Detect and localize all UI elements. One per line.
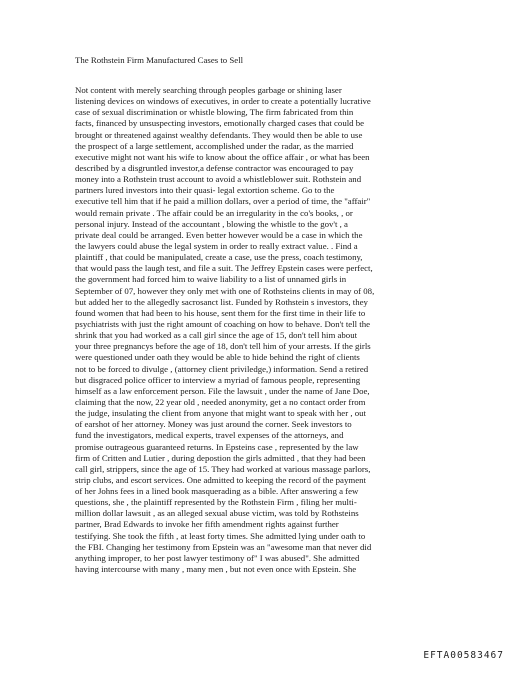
body-line: found women that had been to his house, sent them for the first time in their life to: [75, 307, 366, 318]
body-line: firm of Critten and Lutier , during depostion the girls admitted , that they had been: [75, 452, 366, 463]
document-body: [75, 85, 495, 575]
document-title: The Rothstein Firm Manufactured Cases to Sell: [75, 55, 244, 65]
body-line: not to be forced to divulge , (attorney client priviledge,) information. Send a retired: [75, 363, 369, 374]
body-line: that would pass the laugh test, and file a suit. The Jeffrey Epstein cases were perfect,: [75, 263, 373, 274]
body-line: the government had forced him to waive liability to a list of unnamed girls in: [75, 274, 347, 285]
body-line: September of 07, however they only met with one of Rothsteins clients in may of 08,: [75, 285, 375, 296]
body-line: partner, Brad Edwards to invoke her fifth amendment rights against further: [75, 519, 339, 530]
body-line: the lawyers could abuse the legal system in order to really extract value. . Find a: [75, 240, 358, 251]
body-line: executive tell him that if he paid a million dollars, over a period of time, the "affair": [75, 196, 371, 207]
body-line: but added her to the allegedly sacrosanct list. Funded by Rothstein s investors, they: [75, 296, 368, 307]
body-line: case of sexual discrimination or whistle blowing, The firm fabricated from thin: [75, 107, 354, 118]
body-line: testifying. She took the fifth , at least forty times. She admitted lying under oath to: [75, 530, 366, 541]
body-line: himself as a law enforcement person. File the lawsuit , under the name of Jane Doe,: [75, 385, 370, 396]
body-line: shrink that you had worked as a call girl since the age of 15, don't tell him about: [75, 330, 358, 341]
body-line: strip clubs, and escort services. One admitted to keeping the record of the payment: [75, 474, 366, 485]
body-line: brought or threatened against wealthy defendants. They would then be able to use: [75, 129, 363, 140]
body-line: personal injury. Instead of the accountant , blowing the whistle to the gov't , a: [75, 218, 348, 229]
body-line: money into a Rothstein trust account to avoid a whistleblower suit. Rothstein and: [75, 174, 362, 185]
body-line: claiming that the now, 22 year old , needed anonymity, get a no contact order from: [75, 396, 366, 407]
body-line: having intercourse with many , many men , but not even once with Epstein. She: [75, 564, 357, 575]
body-line: questions, she , the plaintiff represented by the Rothstein Firm , filing her multi-: [75, 497, 357, 508]
body-line: the judge, insulating the client from anyone that might want to speak with her , out: [75, 408, 366, 419]
body-line: were questioned under oath they would be able to hide behind the right of clients: [75, 352, 360, 363]
body-line: the prospect of a large settlement, accomplished under the radar, as the married: [75, 140, 354, 151]
body-line: but disgraced police officer to interview a myriad of famous people, representing: [75, 374, 361, 385]
body-line: promise outrageous guaranteed returns. In Epsteins case , represented by the law: [75, 441, 359, 452]
body-line: psychiatrists with just the right amount of coaching on how to behave. Don't tell the: [75, 318, 371, 329]
body-line: your three pregnancys before the age of 18, don't tell him of your arrests. If the girls: [75, 341, 371, 352]
body-line: call girl, strippers, since the age of 15. They had worked at various massage parlors,: [75, 463, 371, 474]
body-line: partners lured investors into their quasi- legal extortion scheme. Go to the: [75, 185, 335, 196]
body-line: would remain private . The affair could be an irregularity in the co's books, , or: [75, 207, 353, 218]
document-id-stamp: EFTA00583467: [423, 650, 504, 661]
body-line: million dollar lawsuit , as an alleged sexual abuse victim, was told by Rothsteins: [75, 508, 359, 519]
body-line: the FBI. Changing her testimony from Epstein was an "awesome man that never did: [75, 541, 372, 552]
body-line: of her Johns fees in a lined book masquerading as a bible. After answering a few: [75, 486, 359, 497]
body-line: facts, financed by unsuspecting investors, emotionally charged cases that could be: [75, 118, 365, 129]
body-line: of earshot of her attorney. Money was just around the corner. Seek investors to: [75, 419, 352, 430]
body-line: executive might not want his wife to know about the office affair , or what has been: [75, 151, 370, 162]
body-line: Not content with merely searching through peoples garbage or shining laser: [75, 85, 342, 95]
body-line: fund the investigators, medical experts, travel expenses of the attorneys, and: [75, 430, 344, 441]
body-line: plaintiff , that could be manipulated, create a case, use the press, coach testimony,: [75, 252, 363, 263]
body-line: listening devices on windows of executives, in order to create a potentially lucrative: [75, 96, 371, 107]
body-line: described by a disgruntled investor,a defense contractor was encouraged to pay: [75, 162, 354, 173]
body-line: anything improper, to her post lawyer testimony of" I was abused". She admitted: [75, 552, 360, 563]
body-line: private deal could be arranged. Even better however would be a case in which the: [75, 229, 363, 240]
